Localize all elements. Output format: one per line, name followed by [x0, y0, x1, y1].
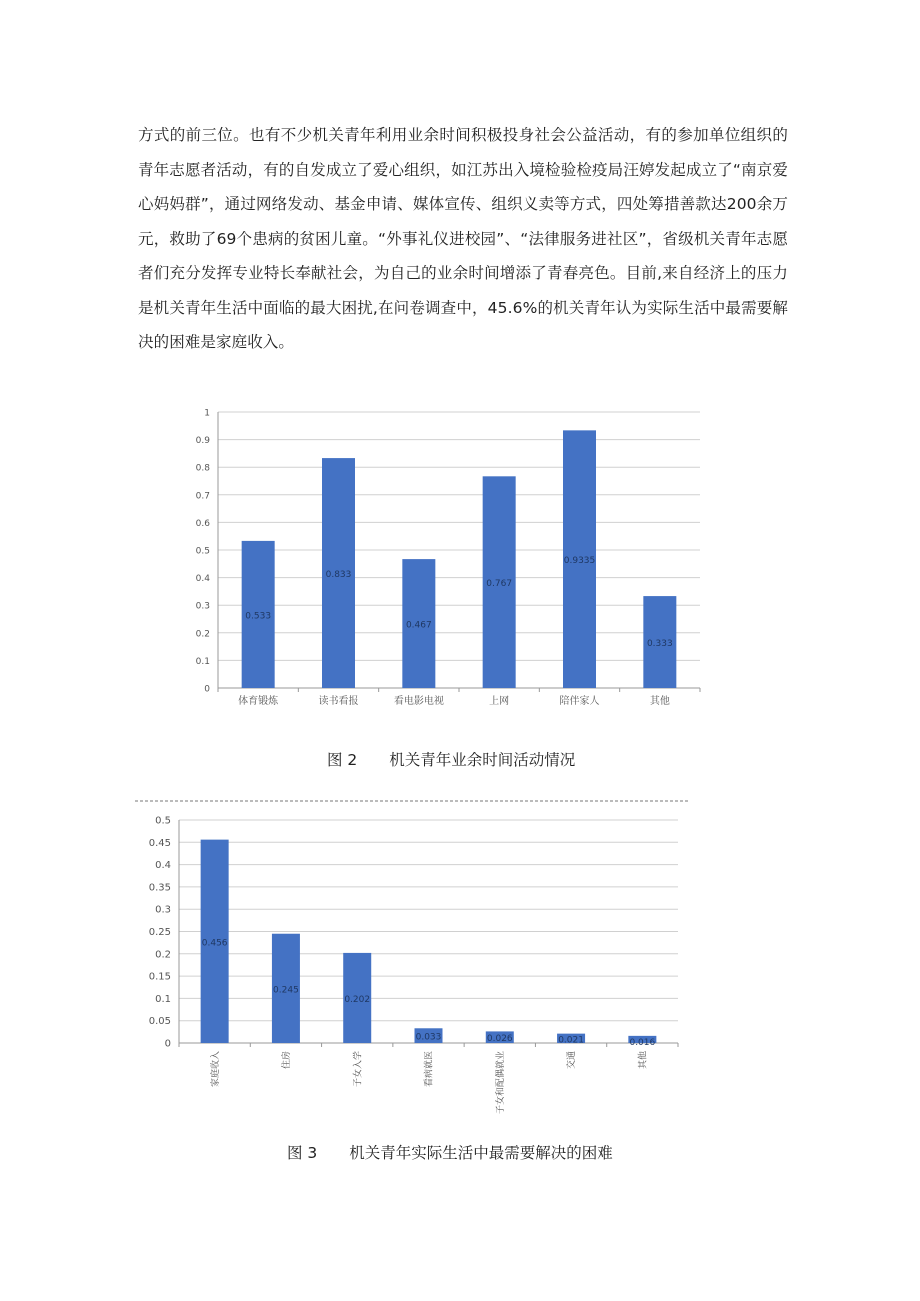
figure-2-caption [327, 748, 575, 770]
chart3-y-tick-label: 0.45 [148, 837, 171, 849]
chart2-data-label: 0.333 [646, 639, 673, 650]
chart2-data-label: 0.767 [486, 579, 513, 590]
chart3-y-tick-label: 0.4 [155, 860, 171, 872]
chart2-category-label: 上网 [489, 696, 510, 707]
chart3-data-label: 0.021 [558, 1035, 584, 1046]
chart3-data-label: 0.033 [415, 1032, 442, 1043]
chart2-data-label: 0.533 [245, 611, 272, 622]
chart3-data-label: 0.456 [201, 938, 228, 949]
chart3-category-label: 看病就医 [424, 1051, 435, 1088]
chart2-category-label: 看电影电视 [393, 696, 444, 707]
chart3-data-label: 0.245 [273, 985, 299, 996]
chart2-y-tick-label: 0.1 [195, 656, 210, 667]
chart3-data-label: 0.026 [486, 1034, 513, 1045]
figure-3-number: 图 3 [287, 1144, 318, 1162]
chart3-category-label: 交通 [567, 1051, 578, 1070]
chart2-y-tick-label: 0.3 [195, 601, 210, 612]
chart3-y-tick-label: 0.3 [155, 904, 171, 916]
chart2-y-tick-label: 0.7 [195, 491, 210, 502]
chart3-category-label: 子女入学 [353, 1051, 364, 1088]
body-paragraph: 方式的前三位。也有不少机关青年利用业余时间积极投身社会公益活动，有的参加单位组织的青年志愿者活动，有的自发成立了爱心组织，如江苏出入境检验检疫局汪婷发起成立了“南京爱心妈妈群”，通过网络发动、基金申请、媒体宣传、组织义卖等方式，四处筹措善款达200余万元，救助了69个患病的贫困儿童。“外事礼仪进校园”、“法律服务进社区”，省级机关青年志愿者们充分发挥专业特长奉献社会，为自己的业余时间增添了青春亮色。目前,来自经济上的压力是机关青年生活中面临的最大困扰,在问卷调查中，45.6%的机关青年认为实际生活中最需要解决的困难是家庭收入。 [138, 126, 788, 351]
chart3-y-tick-label: 0.5 [155, 815, 171, 827]
figure-2-title: 机关青年业余时间活动情况 [389, 751, 576, 769]
chart3-y-tick-label: 0.2 [155, 949, 171, 961]
chart2-y-tick-label: 0.9 [195, 436, 210, 447]
chart2-data-label: 0.467 [405, 620, 432, 631]
chart2-data-label: 0.833 [325, 570, 352, 581]
chart2-y-tick-label: 0.5 [195, 546, 210, 557]
chart3-category-label: 其他 [638, 1051, 649, 1070]
figure-3-caption [287, 1141, 613, 1163]
chart3-y-tick-label: 0.15 [148, 971, 171, 983]
chart2-y-tick-label: 0.8 [195, 463, 210, 474]
chart3-category-label: 子女和配偶就业 [495, 1051, 506, 1115]
figure-3-bar-chart [135, 800, 695, 1130]
chart2-y-tick-label: 0.6 [195, 518, 210, 529]
figure-3-title: 机关青年实际生活中最需要解决的困难 [349, 1144, 613, 1162]
chart2-category-label: 其他 [649, 696, 670, 707]
chart2-y-tick-label: 0.4 [195, 574, 210, 585]
chart2-category-label: 体育锻炼 [238, 696, 279, 707]
chart3-category-label: 家庭收入 [210, 1051, 221, 1088]
chart2-category-label: 读书看报 [318, 696, 359, 707]
chart3-data-label: 0.016 [629, 1037, 656, 1048]
chart2-y-tick-label: 0 [204, 684, 210, 695]
chart3-data-label: 0.202 [344, 994, 371, 1005]
chart3-y-tick-label: 0.35 [148, 882, 171, 894]
chart3-y-tick-label: 0.05 [148, 1016, 171, 1028]
chart3-y-tick-label: 0 [164, 1038, 171, 1050]
figure-2-bar-chart [190, 400, 730, 720]
chart2-data-label: 0.9335 [563, 556, 596, 567]
chart3-y-tick-label: 0.1 [155, 993, 171, 1005]
chart2-y-tick-label: 0.2 [195, 629, 210, 640]
chart3-category-label: 住房 [282, 1051, 293, 1070]
chart2-y-tick-label: 1 [204, 408, 210, 419]
chart3-y-tick-label: 0.25 [148, 927, 171, 938]
figure-2-number: 图 2 [327, 751, 358, 769]
chart2-category-label: 陪伴家人 [559, 696, 600, 707]
